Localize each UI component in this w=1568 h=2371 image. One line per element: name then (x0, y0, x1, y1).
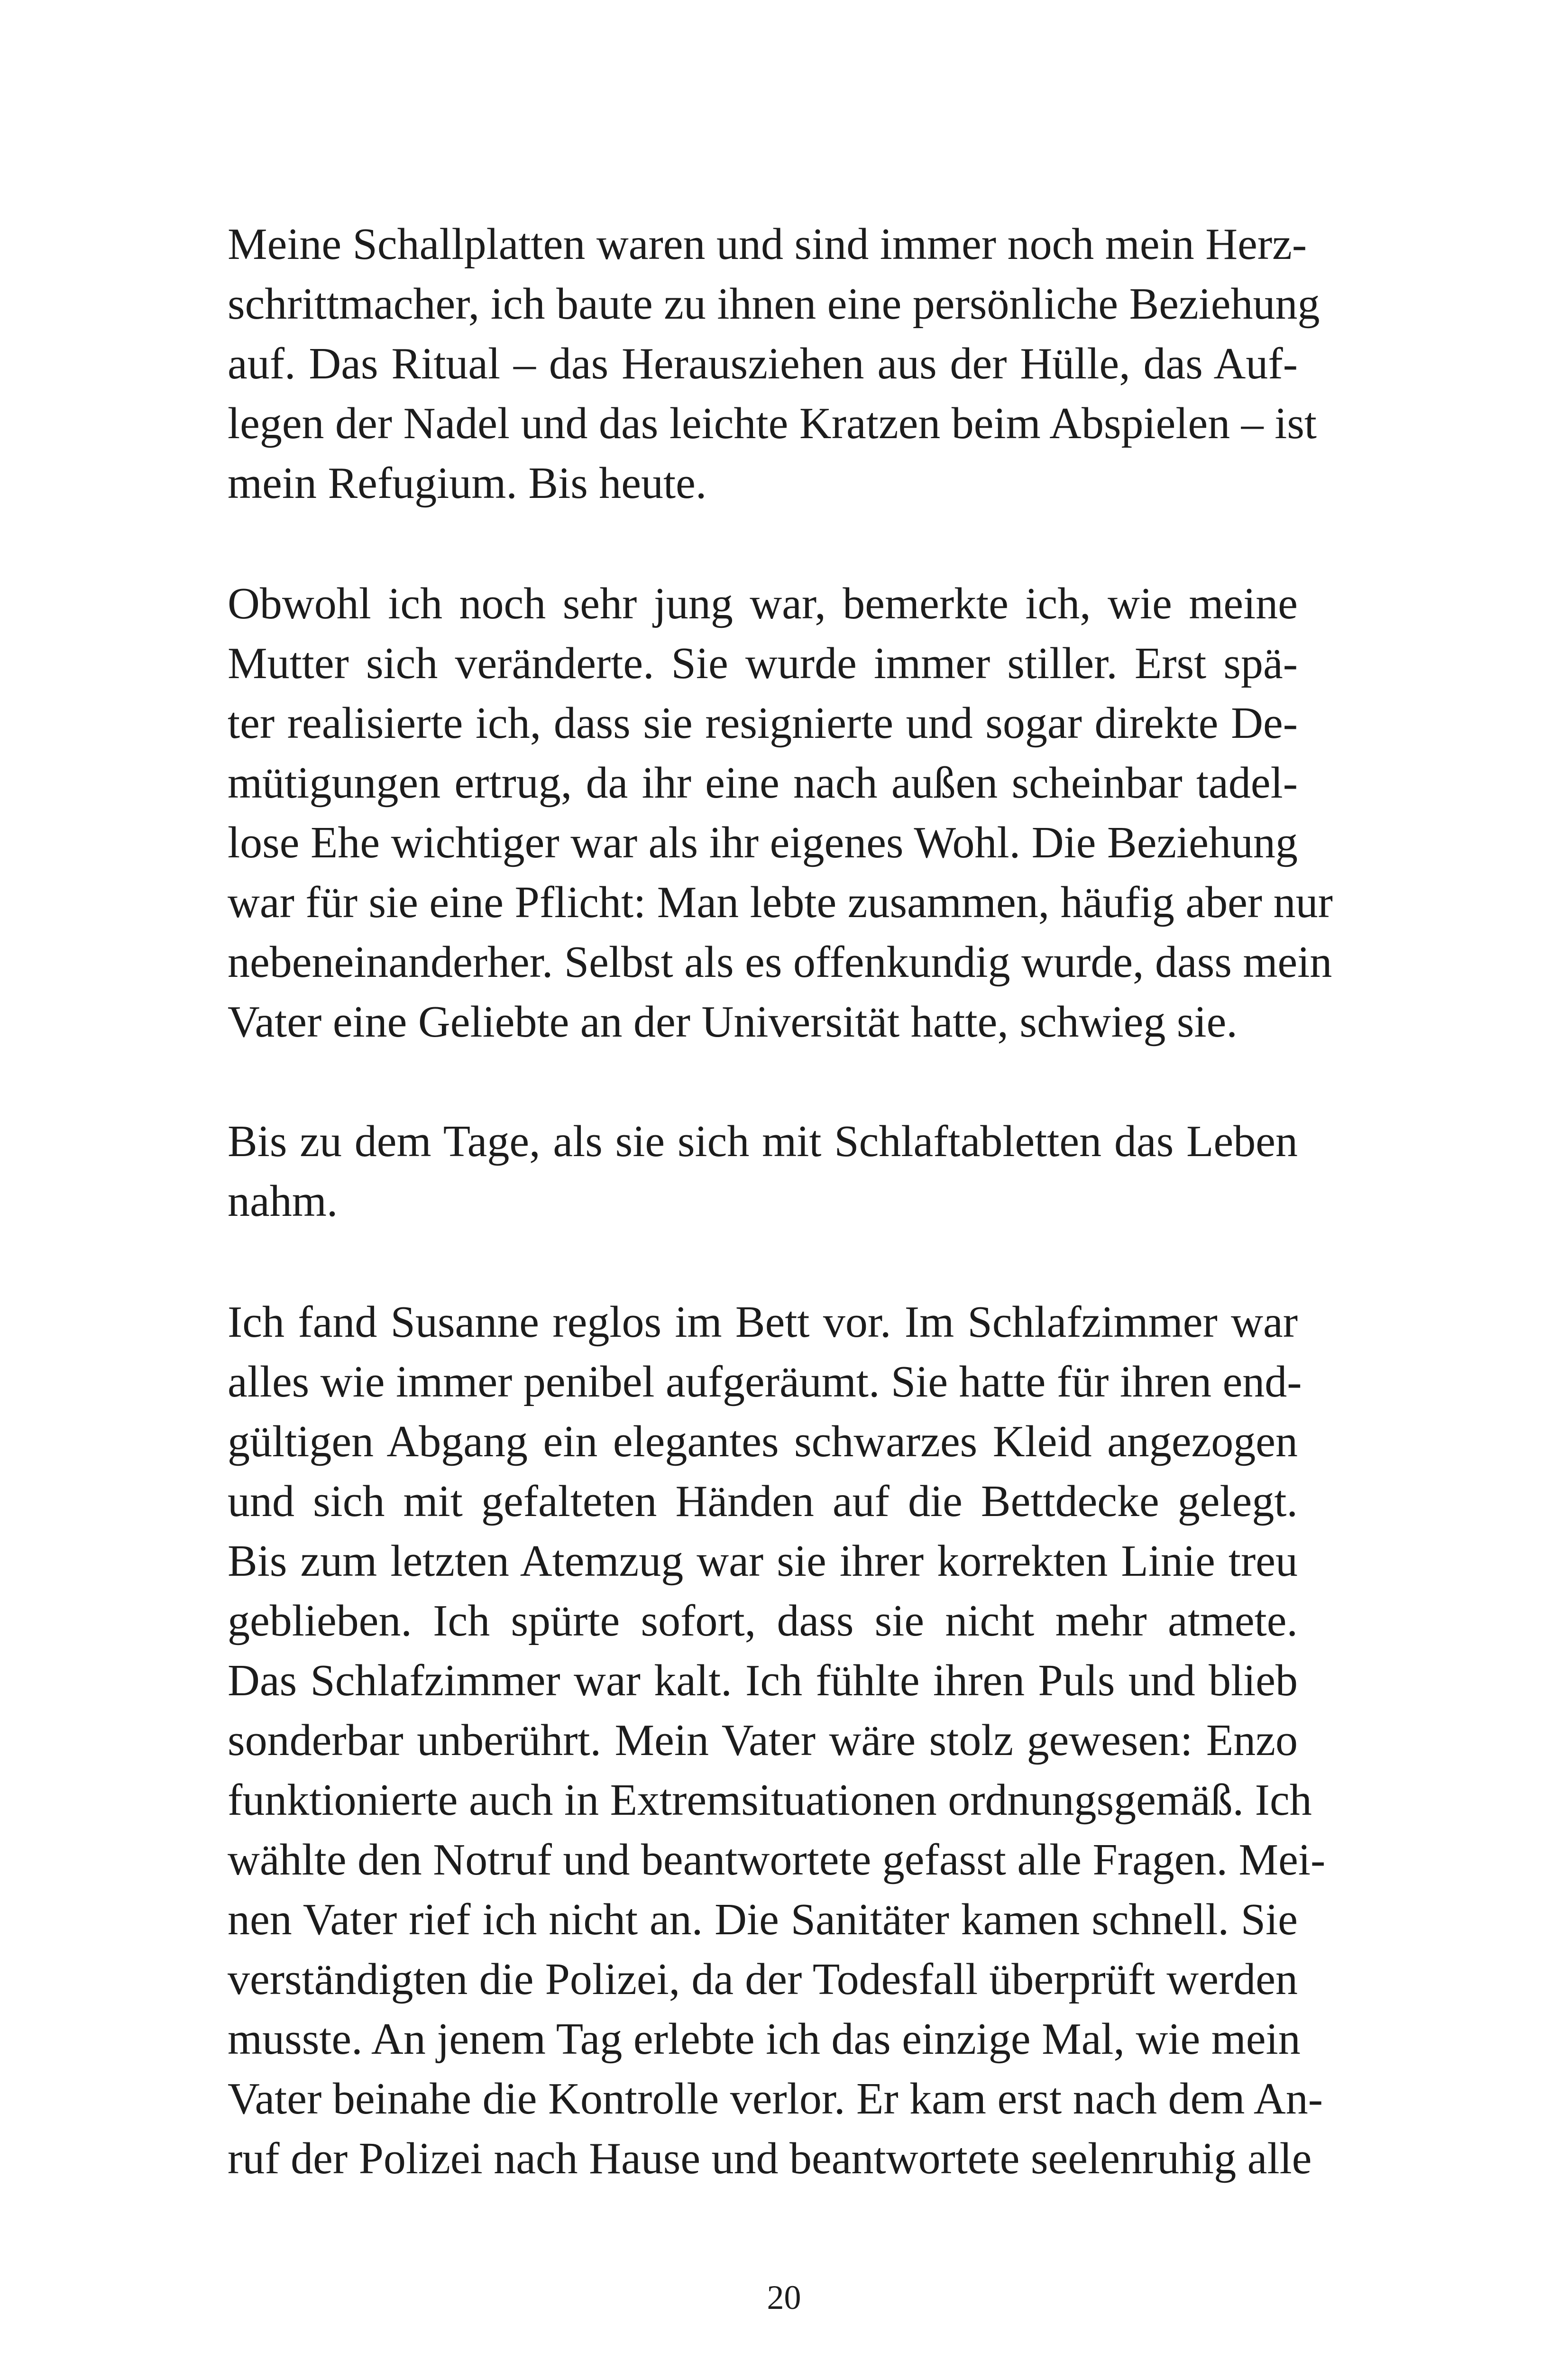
text-line: war für sie eine Pflicht: Man lebte zusammen, häufig aber nur (228, 878, 1333, 927)
text-line: Mutter sich veränderte. Sie wurde immer stiller. Erst spä- (228, 639, 1298, 688)
text-line: wählte den Notruf und beantwortete gefasst alle Fragen. Mei- (228, 1835, 1326, 1884)
text-line: musste. An jenem Tag erlebte ich das einzige Mal, wie mein (228, 2014, 1301, 2064)
text-line: ter realisierte ich, dass sie resignierte und sogar direkte De- (228, 698, 1298, 748)
text-line: geblieben. Ich spürte sofort, dass sie nicht mehr atmete. (228, 1596, 1298, 1645)
text-line: lose Ehe wichtiger war als ihr eigenes Wohl. Die Beziehung (228, 818, 1298, 867)
text-line: verständigten die Polizei, da der Todesfall überprüft werden (228, 1955, 1298, 2004)
text-line: alles wie immer penibel aufgeräumt. Sie hatte für ihren end- (228, 1357, 1302, 1406)
text-line: Ich fand Susanne reglos im Bett vor. Im Schlafzimmer war (228, 1297, 1298, 1347)
text-line: nahm. (228, 1176, 338, 1226)
text-line: Meine Schallplatten waren und sind immer noch mein Herz- (228, 220, 1307, 269)
text-line: funktionierte auch in Extremsituationen ordnungsgemäß. Ich (228, 1775, 1312, 1825)
text-line: nebeneinanderher. Selbst als es offenkundig wurde, dass mein (228, 937, 1332, 987)
text-line: mütigungen ertrug, da ihr eine nach außen scheinbar tadel- (228, 758, 1298, 808)
text-line: ruf der Polizei nach Hause und beantwortete seelenruhig alle (228, 2134, 1312, 2183)
text-line: Vater beinahe die Kontrolle verlor. Er kam erst nach dem An- (228, 2074, 1323, 2123)
text-line: schrittmacher, ich baute zu ihnen eine persönliche Beziehung (228, 279, 1320, 329)
text-line: legen der Nadel und das leichte Kratzen beim Abspielen – ist (228, 399, 1317, 448)
text-line: Obwohl ich noch sehr jung war, bemerkte ich, wie meine (228, 579, 1298, 628)
text-line: Das Schlafzimmer war kalt. Ich fühlte ihren Puls und blieb (228, 1656, 1298, 1705)
text-line: Vater eine Geliebte an der Universität hatte, schwieg sie. (228, 997, 1238, 1047)
page-number: 20 (767, 2279, 801, 2316)
text-line: und sich mit gefalteten Händen auf die Bettdecke gelegt. (228, 1477, 1298, 1526)
text-line: gültigen Abgang ein elegantes schwarzes Kleid angezogen (228, 1417, 1298, 1466)
text-line: sonderbar unberührt. Mein Vater wäre stolz gewesen: Enzo (228, 1716, 1298, 1765)
text-line: Bis zum letzten Atemzug war sie ihrer korrekten Linie treu (228, 1536, 1298, 1586)
text-line: mein Refugium. Bis heute. (228, 459, 707, 508)
text-line: nen Vater rief ich nicht an. Die Sanitäter kamen schnell. Sie (228, 1895, 1298, 1944)
text-line: Bis zu dem Tage, als sie sich mit Schlaftabletten das Leben (228, 1117, 1298, 1166)
text-line: auf. Das Ritual – das Herausziehen aus der Hülle, das Auf- (228, 339, 1298, 388)
